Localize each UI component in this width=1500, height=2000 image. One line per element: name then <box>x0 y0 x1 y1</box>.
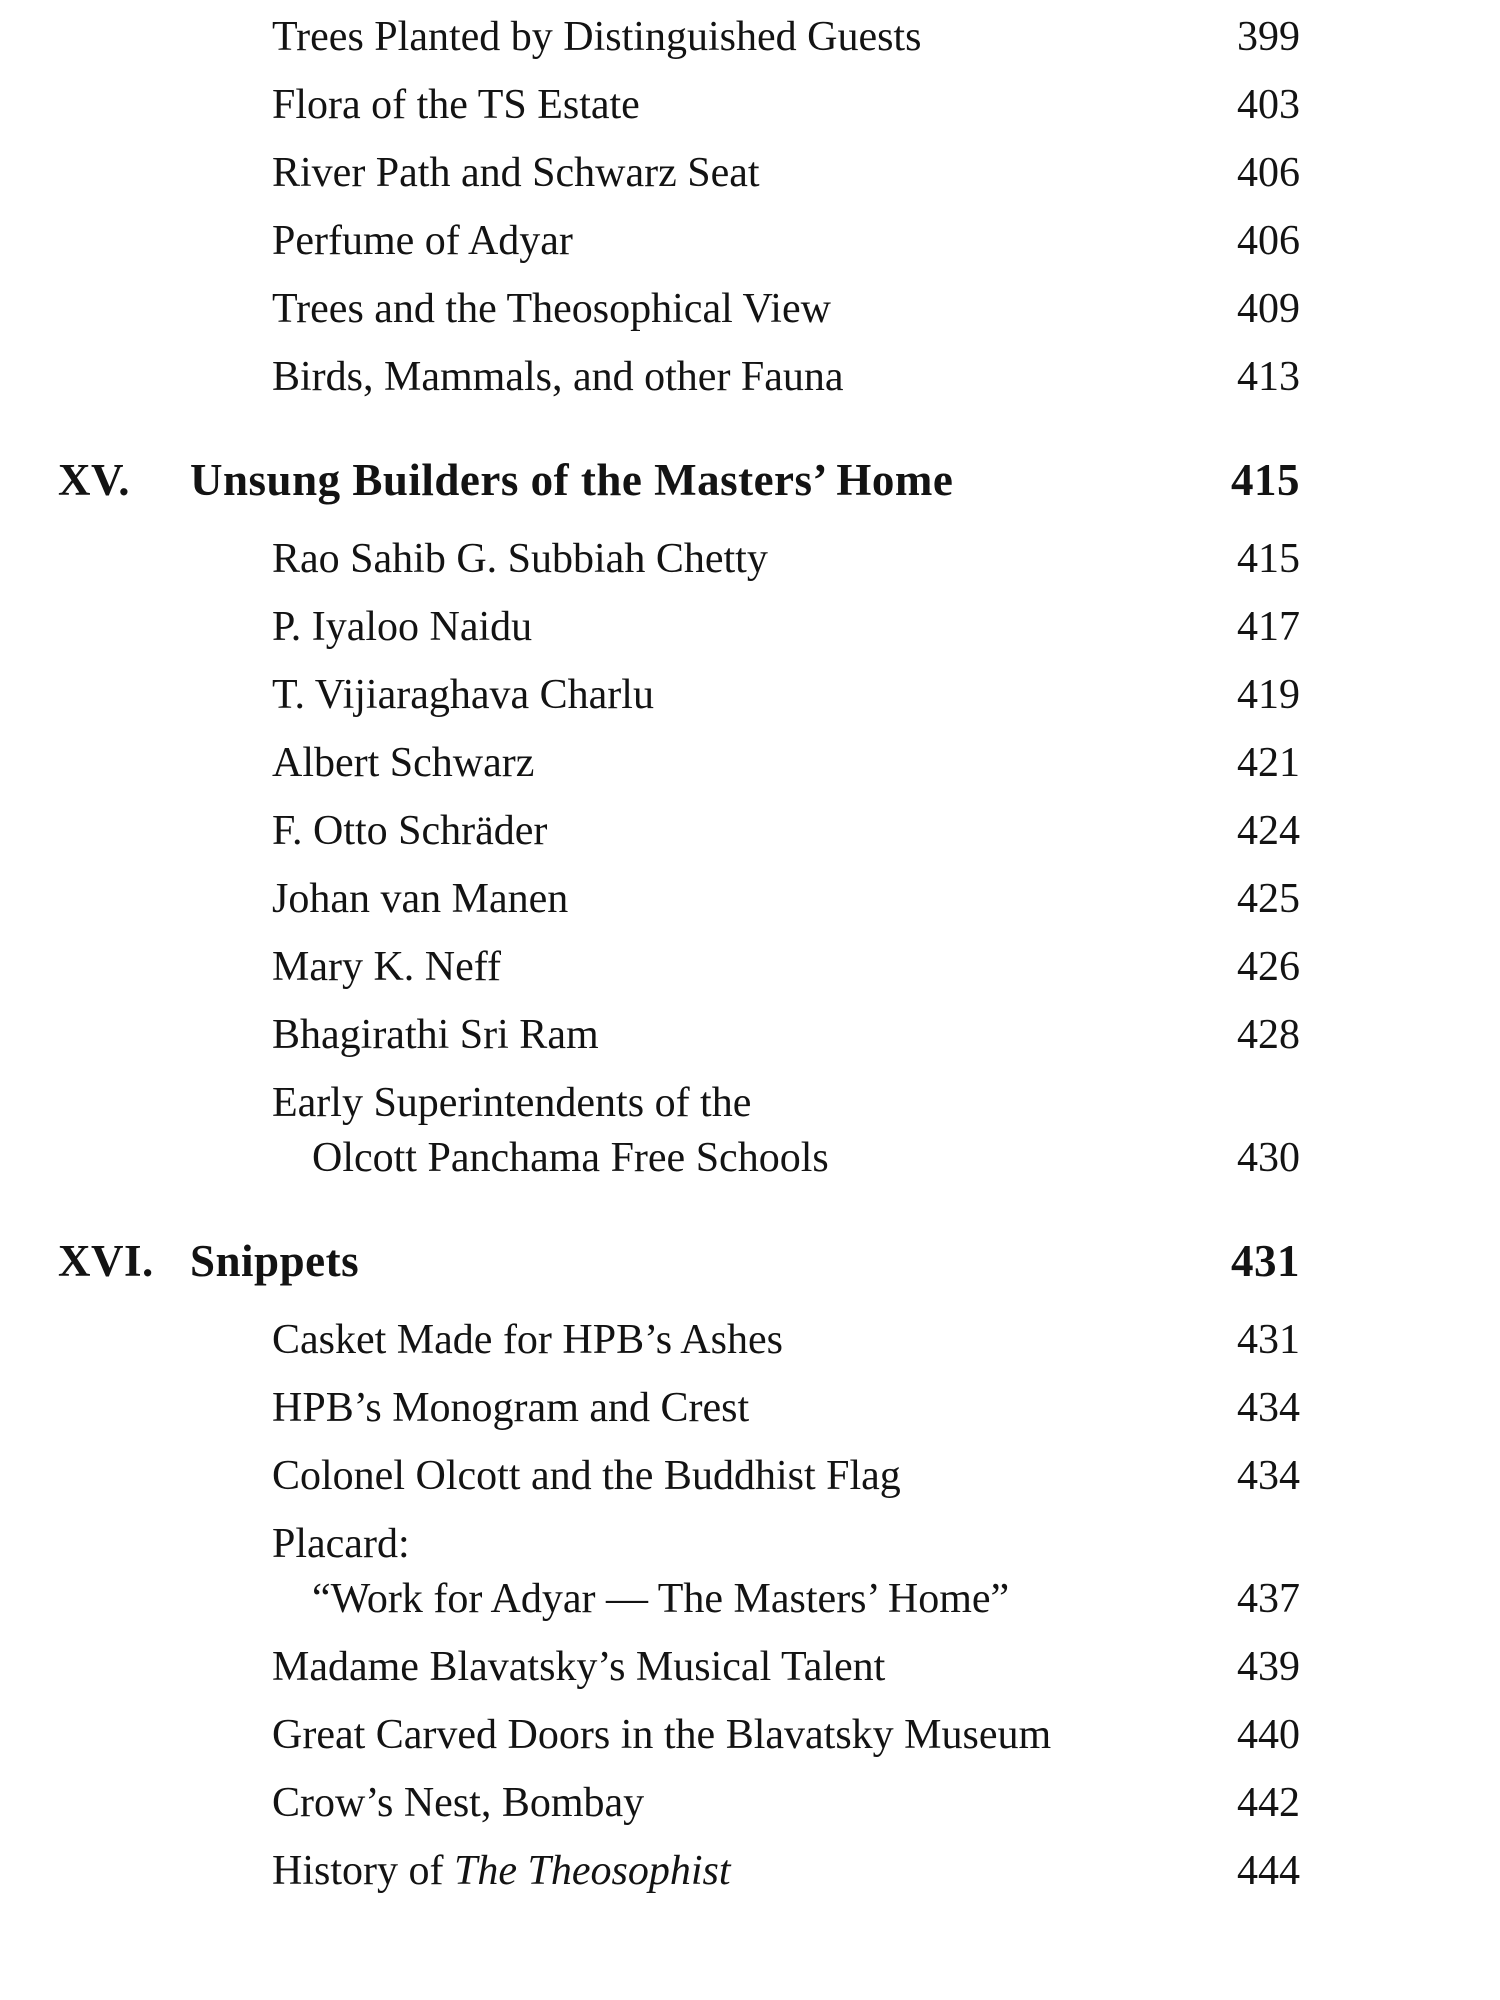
entry-page: 434 <box>1237 1453 1300 1499</box>
entry-title: Colonel Olcott and the Buddhist Flag <box>272 1453 901 1499</box>
entry-title: Crow’s Nest, Bombay <box>272 1780 645 1826</box>
entry-page: 409 <box>1237 286 1300 332</box>
toc-entry <box>58 674 1300 716</box>
entry-page: 399 <box>1237 14 1300 60</box>
entry-title: Mary K. Neff <box>272 944 501 990</box>
entry-title <box>58 1082 1190 1179</box>
section-title: Unsung Builders of the Masters’ Home <box>190 455 954 505</box>
section-header-xvi <box>58 1236 1300 1286</box>
entry-title: F. Otto Schräder <box>272 808 548 854</box>
entry-page: 406 <box>1237 218 1300 264</box>
entry-title: Birds, Mammals, and other Fauna <box>272 354 844 400</box>
entry-title: Madame Blavatsky’s Musical Talent <box>272 1644 886 1690</box>
toc-entry <box>58 152 1300 194</box>
entry-page: 440 <box>1237 1712 1300 1758</box>
section-numeral: XVI. <box>58 1236 154 1286</box>
entry-page: 415 <box>1237 536 1300 582</box>
entry-title: HPB’s Monogram and Crest <box>272 1385 750 1431</box>
toc-entry <box>58 16 1300 58</box>
entry-title: River Path and Schwarz Seat <box>272 150 760 196</box>
entry-title: Flora of the TS Estate <box>272 82 640 128</box>
entry-title-line2: “Work for Adyar — The Masters’ Home” <box>312 1576 1010 1622</box>
entry-title: Albert Schwarz <box>272 740 535 786</box>
entry-title-italic: The Theosophist <box>454 1848 731 1894</box>
entry-page: 424 <box>1237 808 1300 854</box>
entry-title <box>58 1523 1190 1620</box>
toc-entry <box>58 538 1300 580</box>
toc-entry <box>58 606 1300 648</box>
entry-title: P. Iyaloo Naidu <box>272 604 533 650</box>
toc-entry <box>58 1646 1300 1688</box>
entry-page: 426 <box>1237 944 1300 990</box>
toc-entry <box>58 1319 1300 1361</box>
toc-entry <box>58 1523 1300 1620</box>
entry-title: Perfume of Adyar <box>272 218 573 264</box>
entry-title: Rao Sahib G. Subbiah Chetty <box>272 536 768 582</box>
entry-page: 431 <box>1237 1317 1300 1363</box>
entry-title: Trees Planted by Distinguished Guests <box>272 14 922 60</box>
entry-page: 434 <box>1237 1385 1300 1431</box>
section-header-xv <box>58 455 1300 505</box>
entry-page: 406 <box>1237 150 1300 196</box>
entry-title: Great Carved Doors in the Blavatsky Museum <box>272 1712 1052 1758</box>
entry-title: Johan van Manen <box>272 876 569 922</box>
toc-entry <box>58 288 1300 330</box>
entry-title-line2: Olcott Panchama Free Schools <box>312 1135 829 1181</box>
entry-page: 425 <box>1237 876 1300 922</box>
toc-entry <box>58 356 1300 398</box>
toc-entry <box>58 84 1300 126</box>
entry-page: 417 <box>1237 604 1300 650</box>
entry-title: Bhagirathi Sri Ram <box>272 1012 599 1058</box>
entry-title-line1: Early Superintendents of the <box>272 1080 752 1126</box>
entry-page: 430 <box>1237 1135 1300 1181</box>
section-numeral: XV. <box>58 455 130 505</box>
entry-page: 421 <box>1237 740 1300 786</box>
section-title: Snippets <box>190 1236 360 1286</box>
entry-page: 403 <box>1237 82 1300 128</box>
toc-entry <box>58 1014 1300 1056</box>
toc-entry <box>58 878 1300 920</box>
entry-page: 439 <box>1237 1644 1300 1690</box>
section-page: 415 <box>1231 455 1300 505</box>
entry-title-prefix: History of <box>272 1848 454 1894</box>
entry-title: T. Vijiaraghava Charlu <box>272 672 654 718</box>
toc-entry <box>58 1714 1300 1756</box>
entry-title <box>58 1850 1190 1892</box>
entry-page: 444 <box>1237 1848 1300 1894</box>
entry-title: Trees and the Theosophical View <box>272 286 831 332</box>
entry-page: 428 <box>1237 1012 1300 1058</box>
toc-entry <box>58 810 1300 852</box>
entry-page: 413 <box>1237 354 1300 400</box>
toc-entry <box>58 1387 1300 1429</box>
entry-page: 437 <box>1237 1576 1300 1622</box>
toc-entry <box>58 1850 1300 1892</box>
toc-entry <box>58 946 1300 988</box>
toc-entry <box>58 1782 1300 1824</box>
section-page: 431 <box>1231 1236 1300 1286</box>
entry-page: 419 <box>1237 672 1300 718</box>
toc-entry <box>58 220 1300 262</box>
toc-entry <box>58 742 1300 784</box>
toc-entry <box>58 1082 1300 1179</box>
toc-entry <box>58 1455 1300 1497</box>
entry-title-line1: Placard: <box>272 1521 410 1567</box>
entry-title: Casket Made for HPB’s Ashes <box>272 1317 783 1363</box>
entry-page: 442 <box>1237 1780 1300 1826</box>
